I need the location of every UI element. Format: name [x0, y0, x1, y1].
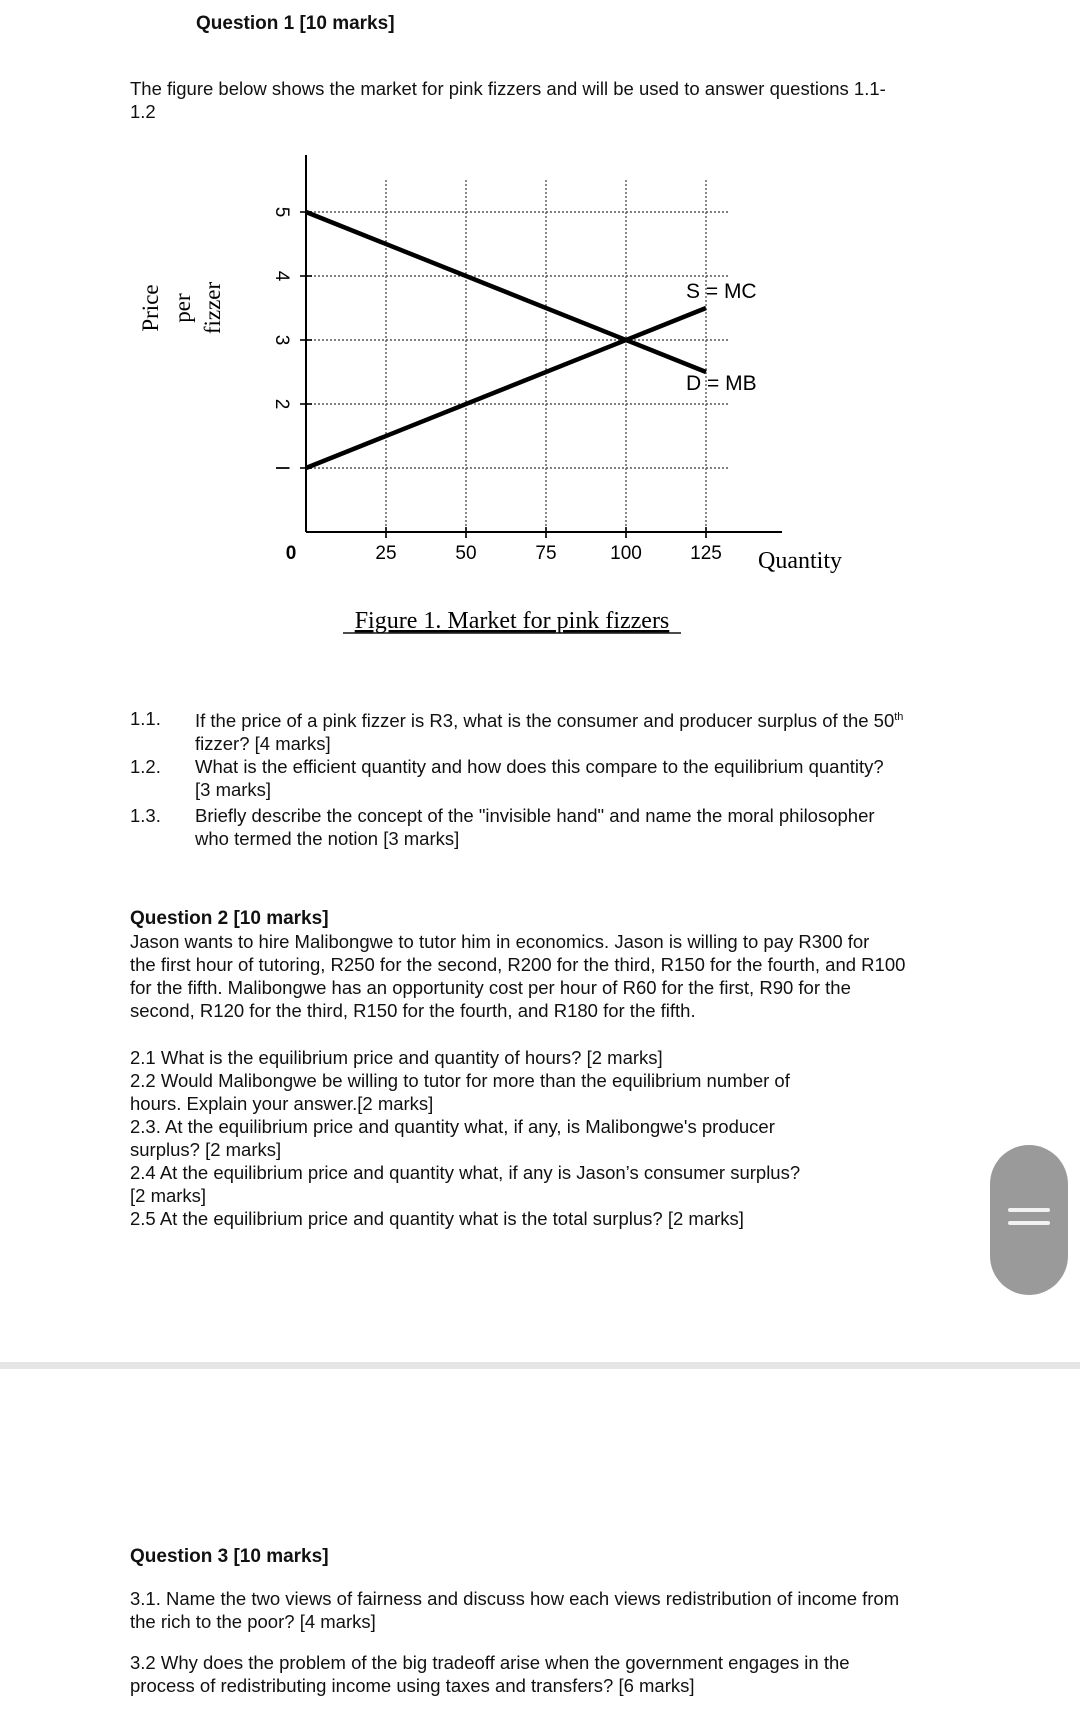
chart-labels: [138, 207, 842, 634]
q3-line: 3.1. Name the two views of fairness and discuss how each views redistribution of income from: [130, 1588, 900, 1609]
x-axis-label: Quantity: [758, 548, 842, 574]
q3-item-2: [130, 1651, 948, 1697]
q2-body-line: the first hour of tutoring, R250 for the second, R200 for the third, R150 for the fourth, and R100: [130, 954, 906, 975]
q2-sub-line: 2.3. At the equilibrium price and quantity what, if any, is Malibongwe's producer: [130, 1116, 775, 1137]
q2-sub-line: 2.2 Would Malibongwe be willing to tutor for more than the equilibrium number of: [130, 1070, 790, 1091]
x-tick-label: 25: [375, 543, 397, 564]
x-tick-label: 100: [610, 543, 642, 564]
q1-intro-line1: The figure below shows the market for pink fizzers and will be used to answer questions 1.1-: [130, 78, 886, 99]
q2-sub-line: 2.1 What is the equilibrium price and quantity of hours? [2 marks]: [130, 1047, 663, 1068]
y-axis-label: per: [170, 293, 195, 323]
demand-label: D = MB: [686, 372, 757, 395]
market-chart: [0, 140, 1080, 650]
drag-handle-icon: [1008, 1208, 1050, 1212]
q1-item-text: [195, 804, 1025, 850]
q1-item-text: [195, 755, 1025, 801]
q3-line: process of redistributing income using taxes and transfers? [6 marks]: [130, 1675, 695, 1696]
q2-sub-line: 2.5 At the equilibrium price and quantity what is the total surplus? [2 marks]: [130, 1208, 744, 1229]
q1-item-number: 1.2.: [130, 756, 161, 777]
x-tick-label: 50: [455, 543, 477, 564]
q1-intro-line2: 1.2: [130, 101, 156, 122]
q2-subquestions: [130, 1046, 990, 1230]
q1-item-number: 1.3.: [130, 805, 161, 826]
q1-heading: Question 1 [10 marks]: [196, 13, 395, 34]
q2-sub-line: surplus? [2 marks]: [130, 1139, 282, 1160]
figure-title: Figure 1. Market for pink fizzers: [354, 608, 670, 634]
scroll-handle[interactable]: [990, 1145, 1068, 1295]
q3-heading: Question 3 [10 marks]: [130, 1546, 329, 1567]
q2-sub-line: 2.4 At the equilibrium price and quantity what, if any is Jason’s consumer surplus?: [130, 1162, 801, 1183]
chart-grid: [306, 180, 728, 540]
x-tick-label: 125: [690, 543, 722, 564]
q1-intro: [130, 77, 1010, 123]
page-divider: [0, 1362, 1080, 1369]
y-axis-label: fizzer: [200, 281, 225, 335]
origin-label: 0: [285, 543, 297, 564]
superscript-th: th: [894, 711, 904, 723]
q2-body: [130, 930, 948, 1022]
supply-curve: [306, 308, 706, 468]
q2-sub-line: hours. Explain your answer.[2 marks]: [130, 1093, 434, 1114]
y-tick-label: I: [271, 465, 292, 471]
q3-line: the rich to the poor? [4 marks]: [130, 1611, 376, 1632]
y-tick-label: 3: [271, 334, 292, 346]
q1-item-line: who termed the notion [3 marks]: [195, 828, 460, 849]
q1-item-line: What is the efficient quantity and how does this compare to the equilibrium quantity?: [195, 756, 884, 777]
q1-item-line: [3 marks]: [195, 779, 272, 800]
q2-body-line: second, R120 for the third, R150 for the fourth, and R180 for the fifth.: [130, 1000, 696, 1021]
q1-item-line: If the price of a pink fizzer is R3, what is the consumer and producer surplus of the 50: [195, 710, 895, 732]
y-axis-label: Price: [138, 284, 163, 332]
y-tick-label: 5: [271, 206, 292, 218]
q1-item-line: fizzer? [4 marks]: [195, 733, 331, 755]
x-tick-label: 75: [535, 543, 557, 564]
q2-body-line: for the fifth. Malibongwe has an opportunity cost per hour of R60 for the first, R90 for the: [130, 977, 851, 998]
chart-axes: [300, 155, 782, 538]
q3-item-1: [130, 1587, 948, 1633]
q1-item-text: [195, 706, 1025, 755]
drag-handle-icon: [1008, 1221, 1050, 1225]
q1-item-number: 1.1.: [130, 708, 161, 729]
q2-sub-line: [2 marks]: [130, 1185, 207, 1206]
y-tick-label: 4: [271, 270, 292, 282]
q2-heading: Question 2 [10 marks]: [130, 908, 329, 929]
y-tick-label: 2: [271, 398, 292, 410]
q1-item-line: Briefly describe the concept of the "invisible hand" and name the moral philosopher: [195, 805, 875, 826]
supply-label: S = MC: [686, 280, 757, 303]
q2-body-line: Jason wants to hire Malibongwe to tutor him in economics. Jason is willing to pay R300 for: [130, 931, 870, 952]
demand-curve: [306, 212, 706, 372]
q3-line: 3.2 Why does the problem of the big tradeoff arise when the government engages in the: [130, 1652, 850, 1673]
